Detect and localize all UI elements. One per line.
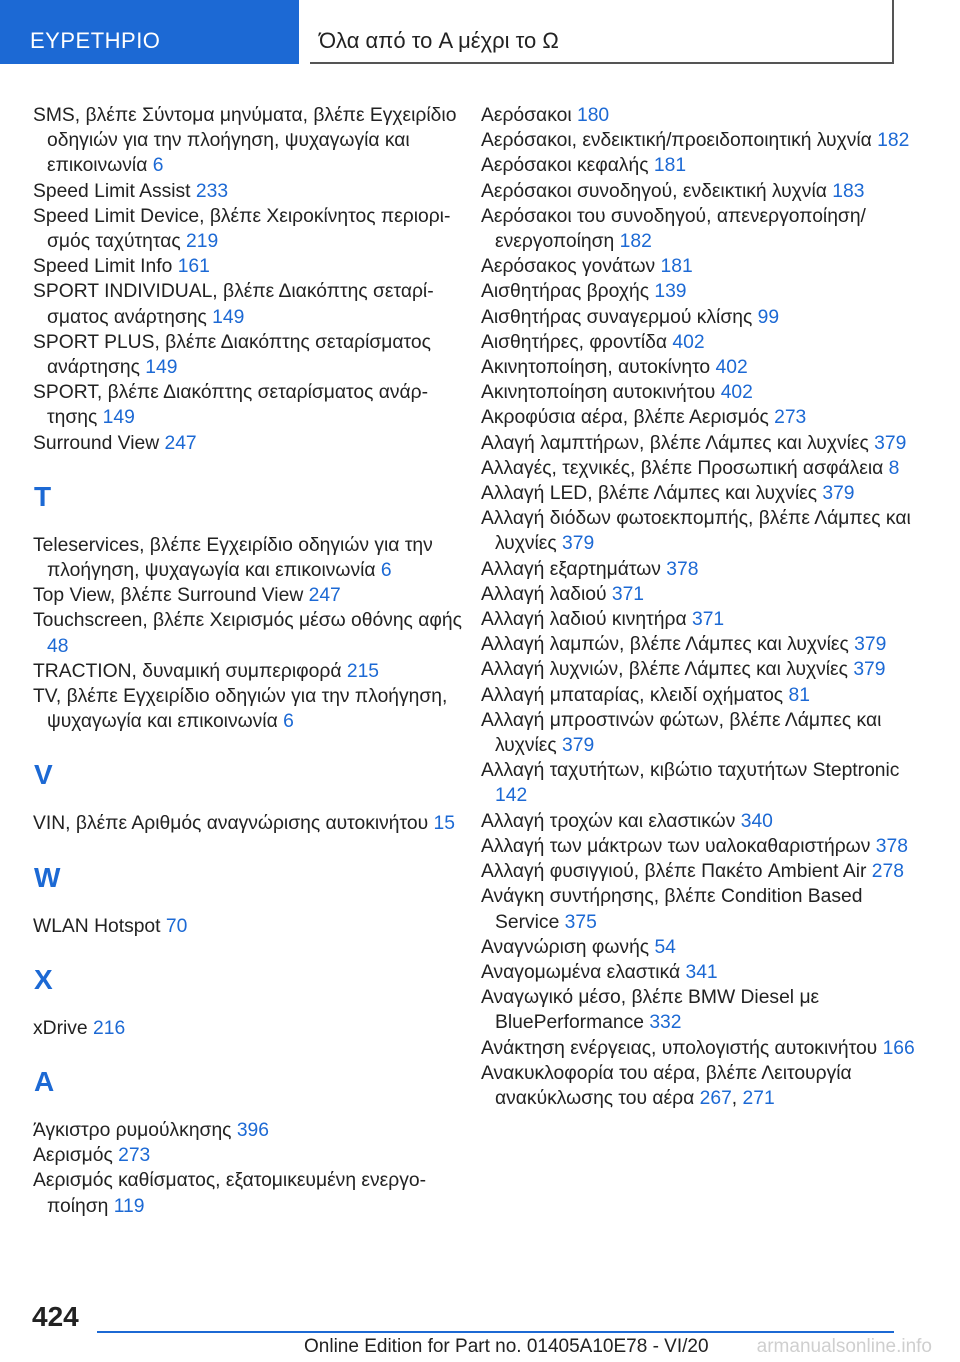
index-entry-text: Αλλαγή λαδιού [481, 583, 607, 605]
page-reference-link[interactable]: 379 [562, 735, 595, 757]
index-entry-text: SPORT PLUS, βλέπε Διακόπτης σεταρίσματος ανάρτησης [33, 331, 431, 379]
index-entry [481, 431, 921, 456]
index-entry [33, 279, 463, 329]
page-reference-link[interactable]: 247 [308, 585, 341, 607]
page-reference-link[interactable]: 379 [874, 432, 907, 454]
index-entry [481, 355, 921, 380]
page-reference-link[interactable]: 99 [757, 306, 780, 328]
index-entry [33, 1168, 463, 1218]
page-reference-link[interactable]: 181 [660, 256, 693, 278]
page-reference-link[interactable]: 371 [691, 609, 725, 631]
index-entry-text: Αερόσακοι συνοδηγού, ενδεικτική λυχνία [481, 180, 827, 202]
page-reference-link[interactable]: 182 [877, 130, 910, 152]
index-entry-text: Αλλαγή LED, βλέπε Λάμπες και λυχνίες [481, 483, 817, 505]
index-entry [481, 683, 921, 708]
index-entry [481, 1036, 921, 1061]
index-entry [481, 279, 921, 304]
page-reference-link[interactable]: 378 [666, 558, 699, 580]
page-reference-link[interactable]: 70 [165, 915, 188, 937]
page-reference-link[interactable]: 183 [832, 180, 865, 202]
index-entry [481, 985, 921, 1035]
index-entry [33, 179, 463, 204]
page-reference-link[interactable]: 149 [102, 407, 135, 429]
index-entry [33, 533, 463, 583]
index-entry [481, 254, 921, 279]
page-reference-link[interactable]: 142 [495, 785, 528, 807]
index-entry-text: Αερόσακος γονάτων [481, 256, 656, 278]
index-entry-text: Ανάκτηση ενέργειας, υπολογιστής αυτοκινήτου [481, 1037, 878, 1059]
index-entry [481, 103, 921, 128]
index-entry [481, 1061, 921, 1111]
ref-separator: , [731, 1087, 738, 1109]
index-entry [33, 254, 463, 279]
index-entry-text: Αλλαγή εξαρτημάτων [481, 558, 661, 580]
index-entry-text: Άγκιστρο ρυμούλκησης [33, 1120, 232, 1142]
index-entry [481, 834, 921, 859]
index-entry [481, 632, 921, 657]
page-reference-link[interactable]: 54 [654, 936, 676, 958]
page-reference-link[interactable]: 15 [433, 813, 455, 835]
index-entry-text: Top View, βλέπε Surround View [33, 585, 304, 607]
index-entry-text: Αλλαγή λαμπών, βλέπε Λάμπες και λυχνίες [481, 634, 849, 656]
index-entry-text: Ακινητοποίηση αυτοκινήτου [481, 382, 716, 404]
page-reference-link[interactable]: 166 [882, 1037, 915, 1059]
index-entry-text: Αισθητήρας βροχής [481, 281, 649, 303]
page-reference-link[interactable]: 375 [564, 911, 597, 933]
index-entry [33, 204, 463, 254]
index-entry [481, 657, 921, 682]
index-entry [481, 607, 921, 632]
index-entry [481, 758, 921, 808]
page-reference-link[interactable]: 271 [742, 1087, 775, 1109]
page-reference-link[interactable]: 48 [47, 635, 69, 657]
index-entry-text: TRACTION, δυναμική συμπεριφορά [33, 660, 342, 682]
page-reference-link[interactable]: 379 [854, 634, 887, 656]
index-entry-text: Ανάγκη συντήρησης, βλέπε Condition Based Service [481, 886, 863, 933]
index-entry-text: Αλλαγή τροχών και ελαστικών [481, 810, 736, 832]
index-entry-text: Αλλαγή φυσιγγιού, βλέπε Πακέτο Ambient Air [481, 861, 867, 883]
page-reference-link[interactable]: 402 [715, 357, 748, 379]
index-entry [481, 557, 921, 582]
index-entry [481, 708, 921, 758]
page-reference-link[interactable]: 379 [562, 533, 595, 555]
index-entry [481, 884, 921, 934]
index-entry-text: WLAN Hotspot [33, 915, 161, 937]
index-entry-text: Αλλαγή ταχυτήτων, κιβώτιο ταχυτήτων Steptronic [481, 760, 900, 782]
index-entry-text: Αερισμός [33, 1145, 113, 1167]
index-column-left [33, 103, 463, 1219]
index-entry [33, 811, 463, 836]
index-entry [33, 1016, 463, 1041]
index-entry [33, 103, 463, 179]
index-entry [481, 809, 921, 834]
index-entry [33, 684, 463, 734]
index-entry-text: TV, βλέπε Εγχειρίδιο οδηγιών για την πλοήγηση, ψυχαγωγία και επικοινωνία [33, 686, 448, 733]
index-entry-text: Αναγομωμένα ελαστικά [481, 961, 681, 983]
index-entry-text: Αλλαγές, τεχνικές, βλέπε Προσωπική ασφάλεια [481, 457, 884, 479]
page-reference-link[interactable]: 181 [653, 155, 687, 177]
index-entry [481, 481, 921, 506]
index-entry-text: xDrive [33, 1017, 88, 1039]
index-entry [481, 305, 921, 330]
index-entry [33, 330, 463, 380]
index-column-right [481, 103, 921, 1111]
index-entry [481, 935, 921, 960]
index-entry [33, 1143, 463, 1168]
index-entry [481, 380, 921, 405]
page-title: Όλα από το A μέχρι το Ω [319, 28, 559, 53]
index-entry [481, 859, 921, 884]
page-reference-link[interactable]: 247 [164, 432, 197, 454]
page-reference-link[interactable]: 267 [699, 1087, 732, 1109]
index-entry [481, 582, 921, 607]
page-reference-link[interactable]: 6 [283, 711, 294, 733]
index-entry [33, 1118, 463, 1143]
index-entry-text: Surround View [33, 432, 160, 454]
edition-text: Online Edition for Part no. 01405A10E78 - VI/20 [304, 1336, 709, 1357]
index-entry-text: Αλλαγή λαδιού κινητήρα [481, 609, 687, 631]
index-entry [481, 128, 921, 153]
page-header [310, 0, 894, 64]
letter-heading: Α [34, 1066, 55, 1098]
index-entry [33, 431, 463, 456]
index-entry [481, 204, 921, 254]
page-reference-link[interactable]: 149 [212, 306, 245, 328]
page-reference-link[interactable]: 396 [236, 1120, 269, 1142]
index-entry-text: Αλλαγή μπροστινών φώτων, βλέπε Λάμπες και λυχνίες [481, 709, 882, 757]
page-reference-link[interactable]: 219 [186, 231, 219, 253]
index-entry-text: Αερισμός καθίσματος, εξατομικευμένη ενεργοποίηση [33, 1170, 426, 1217]
page-number: 424 [32, 1301, 79, 1332]
page-reference-link[interactable]: 6 [152, 155, 164, 177]
page-reference-link[interactable]: 402 [720, 382, 753, 404]
index-entry-text: Αλλαγή μπαταρίας, κλειδί οχήματος [481, 684, 784, 706]
letter-heading: V [34, 759, 53, 791]
page-reference-link[interactable]: 273 [774, 407, 807, 429]
index-entry-text: Αερόσακοι [481, 105, 572, 126]
page-reference-link[interactable]: 149 [145, 357, 178, 379]
page-reference-link[interactable]: 379 [853, 659, 886, 681]
index-entry-text: Αερόσακοι του συνοδηγού, απενεργοποίηση/ ενεργοποίηση [481, 205, 866, 253]
index-entry [481, 179, 921, 204]
index-entry-text: Teleservices, βλέπε Εγχειρίδιο οδηγιών για την πλοήγηση, ψυχαγωγία και επικοινωνία [33, 534, 433, 582]
page-reference-link[interactable]: 371 [611, 583, 645, 605]
index-entry [33, 583, 463, 608]
index-entry-text: Αισθητήρες, φροντίδα [481, 331, 668, 353]
section-tab-label: ΕΥΡΕΤΗΡΙΟ [30, 28, 161, 53]
page-reference-link[interactable]: 379 [822, 483, 855, 505]
index-entry [33, 914, 463, 939]
index-entry [33, 608, 463, 658]
index-entry-text: Αερόσακοι κεφαλής [481, 155, 649, 177]
page-reference-link[interactable]: 215 [346, 660, 380, 682]
index-entry-text: Αισθητήρας συναγερμού κλίσης [481, 306, 753, 328]
page-reference-link[interactable]: 139 [654, 281, 687, 303]
index-entry-text: Speed Limit Info [33, 256, 173, 278]
page-reference-link[interactable]: 340 [740, 810, 773, 832]
index-entry [481, 330, 921, 355]
index-entry [481, 456, 921, 481]
letter-heading: T [34, 480, 52, 512]
index-entry-text: VIN, βλέπε Αριθμός αναγνώρισης αυτοκινήτου [33, 813, 429, 835]
page-reference-link[interactable]: 402 [672, 331, 705, 353]
letter-heading: W [34, 861, 61, 893]
index-entry-text: Αλλαγή των μάκτρων των υαλοκαθαριστήρων [481, 835, 871, 857]
page-reference-link[interactable]: 278 [871, 861, 904, 883]
index-entry-text: Αερόσακοι, ενδεικτική/προειδοποιητική λυχνία [481, 130, 872, 152]
index-entry-text: Ακινητοποίηση, αυτοκίνητο [481, 357, 711, 379]
section-tab[interactable] [0, 0, 299, 64]
index-entry-text: SPORT, βλέπε Διακόπτης σεταρίσματος ανάρτησης [33, 382, 429, 429]
page-reference-link[interactable]: 6 [380, 560, 392, 582]
index-entry-text: SPORT INDIVIDUAL, βλέπε Διακόπτης σεταρίσματος ανάρτησης [33, 281, 434, 328]
index-entry-text: Speed Limit Assist [33, 180, 191, 202]
index-entry [481, 506, 921, 556]
page-reference-link[interactable]: 378 [875, 835, 908, 857]
page-reference-link[interactable]: 332 [649, 1012, 682, 1034]
page-reference-link[interactable]: 119 [113, 1195, 145, 1217]
letter-heading: X [34, 963, 53, 995]
index-entry-text: Αναγνώριση φωνής [481, 936, 650, 958]
index-entry-text: Ανακυκλοφορία του αέρα, βλέπε Λειτουργία ανακύκλωσης του αέρα [481, 1062, 852, 1109]
index-entry [481, 960, 921, 985]
index-entry-text: Speed Limit Device, βλέπε Χειροκίνητος περιορισμός ταχύτητας [33, 205, 451, 253]
index-entry-text: Αλλαγή λυχνιών, βλέπε Λάμπες και λυχνίες [481, 659, 848, 681]
page-reference-link[interactable]: 182 [619, 231, 652, 253]
index-entry [33, 380, 463, 430]
index-entry-text: Αναγωγικό μέσο, βλέπε BMW Diesel με BluePerformance [481, 987, 820, 1034]
page-reference-link[interactable]: 81 [788, 684, 810, 706]
index-entry-text: Αλλαγή διόδων φωτοεκπομπής, βλέπε Λάμπες και λυχνίες [481, 508, 911, 555]
page-reference-link[interactable]: 341 [685, 961, 718, 983]
index-entry [481, 153, 921, 178]
page-reference-link[interactable]: 180 [576, 105, 610, 126]
page-reference-link[interactable]: 8 [888, 457, 900, 479]
page-reference-link[interactable]: 161 [177, 256, 210, 278]
index-entry-text: Αλαγή λαμπτήρων, βλέπε Λάμπες και λυχνίες [481, 432, 869, 454]
index-entry-text: SMS, βλέπε Σύντομα μηνύματα, βλέπε Εγχειρίδιο οδηγιών για την πλοήγηση, ψυχαγωγία και επικοινωνία [33, 105, 457, 177]
page-reference-link[interactable]: 273 [118, 1145, 151, 1167]
index-entry [33, 659, 463, 684]
index-entry-text: Touchscreen, βλέπε Χειρισμός μέσω οθόνης αφής [33, 610, 462, 632]
footer-divider [97, 1331, 894, 1333]
watermark: armanualsonline.info [756, 1336, 932, 1357]
page-reference-link[interactable]: 216 [93, 1017, 126, 1039]
index-entry [481, 405, 921, 430]
page-reference-link[interactable]: 233 [195, 180, 229, 202]
index-entry-text: Ακροφύσια αέρα, βλέπε Αερισμός [481, 407, 769, 429]
